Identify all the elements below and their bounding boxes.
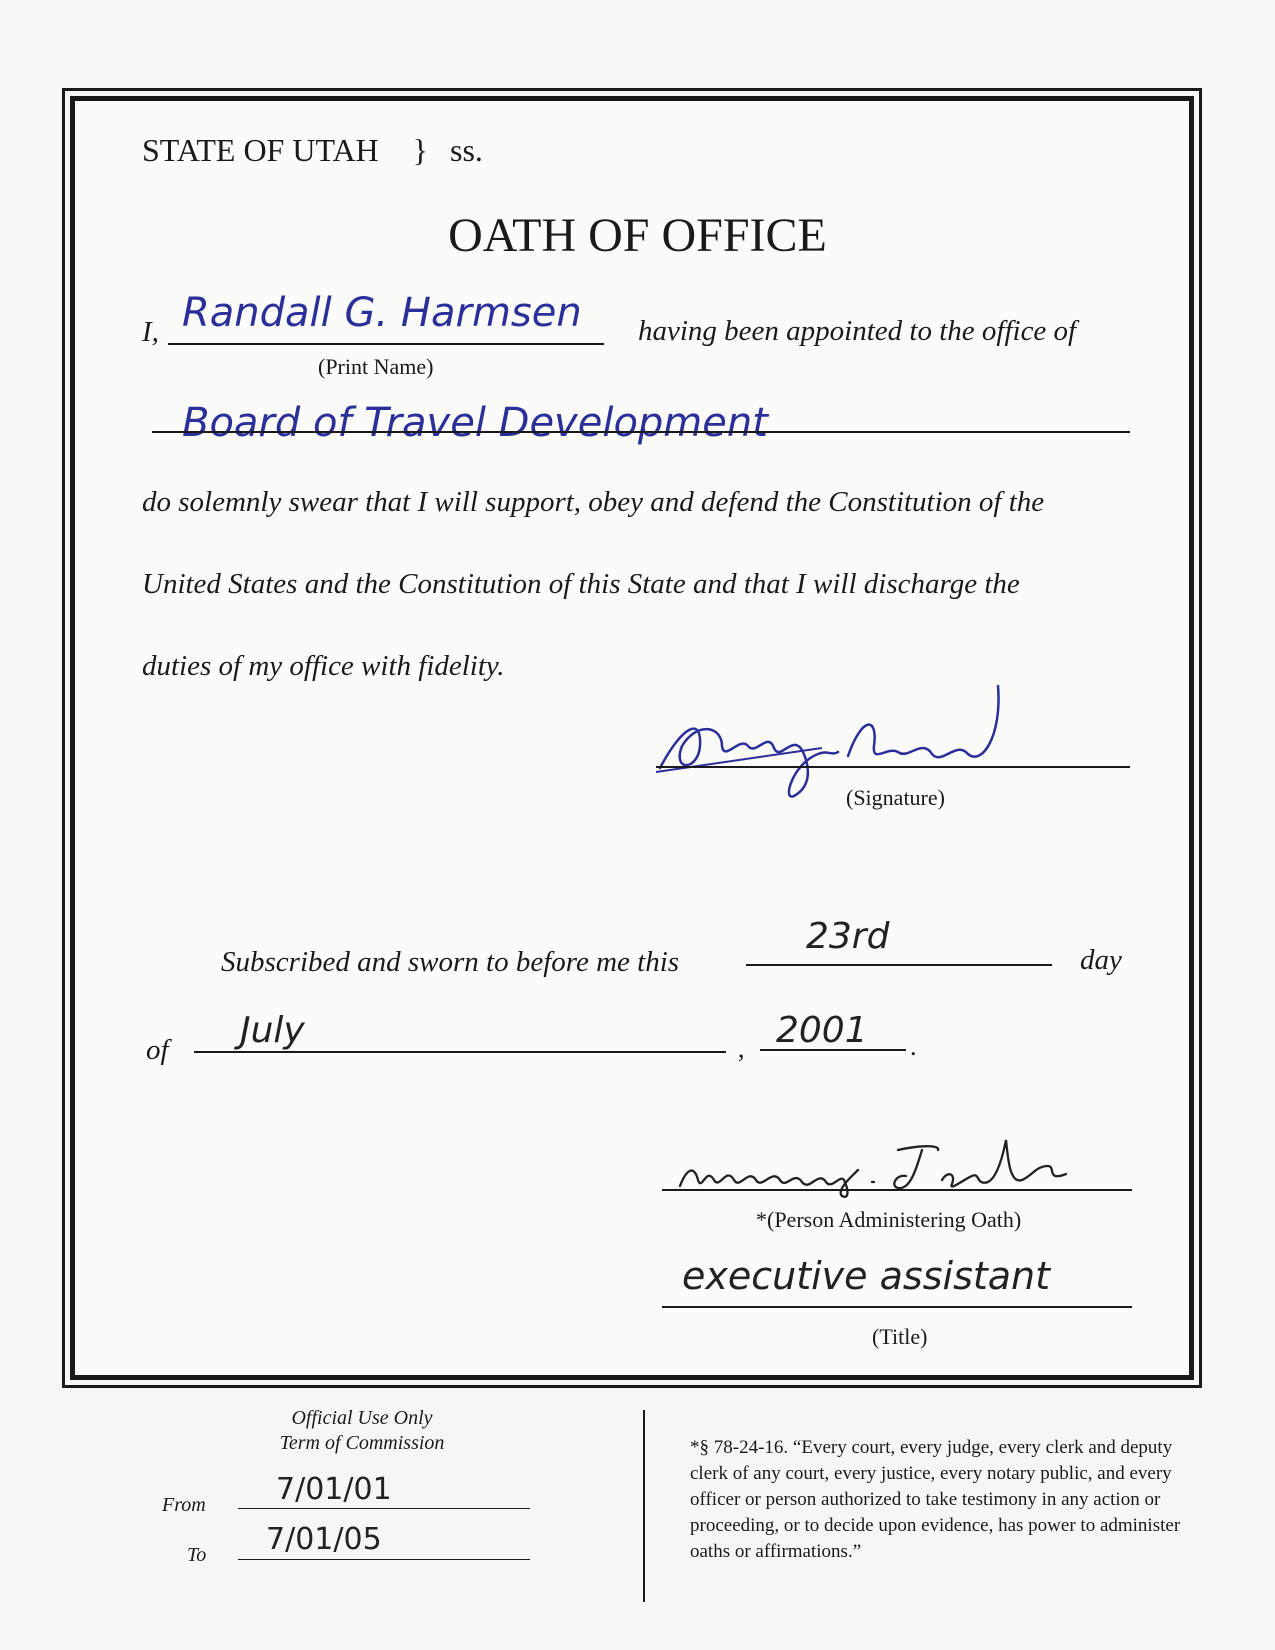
office-line bbox=[152, 431, 1130, 433]
ss-label: ss. bbox=[450, 132, 483, 168]
period: . bbox=[910, 1032, 917, 1061]
footer-divider bbox=[643, 1410, 645, 1602]
handwritten-name: Randall G. Harmsen bbox=[182, 290, 582, 336]
handwritten-month: July bbox=[240, 1010, 305, 1051]
handwritten-office: Board of Travel Development bbox=[182, 400, 768, 446]
print-name-label: (Print Name) bbox=[318, 354, 434, 379]
state-heading bbox=[142, 132, 483, 169]
handwritten-title: executive assistant bbox=[682, 1254, 1051, 1298]
signature-label: (Signature) bbox=[846, 785, 945, 810]
subscribed-text: Subscribed and sworn to before me this bbox=[221, 946, 680, 978]
appointed-text: having been appointed to the office of bbox=[638, 315, 1077, 347]
oath-line-1: do solemnly swear that I will support, obey and defend the Constitution of the bbox=[142, 486, 1045, 518]
from-label: From bbox=[162, 1494, 206, 1516]
of-label: of bbox=[146, 1034, 169, 1066]
official-use-only: Official Use Only bbox=[291, 1407, 433, 1429]
title-line bbox=[662, 1306, 1132, 1308]
administrator-label: *(Person Administering Oath) bbox=[756, 1207, 1022, 1232]
comma: , bbox=[738, 1034, 745, 1063]
handwritten-day: 23rd bbox=[806, 916, 890, 957]
brace: } bbox=[412, 132, 429, 168]
to-value: 7/01/05 bbox=[266, 1522, 382, 1557]
month-line bbox=[194, 1051, 726, 1053]
oath-line-3: duties of my office with fidelity. bbox=[142, 650, 505, 682]
from-line bbox=[238, 1508, 530, 1509]
official-use-heading bbox=[264, 1406, 460, 1456]
year-line bbox=[760, 1049, 906, 1051]
term-of-commission: Term of Commission bbox=[279, 1432, 445, 1454]
day-line bbox=[746, 964, 1052, 966]
page-title: OATH OF OFFICE bbox=[448, 209, 827, 262]
name-line bbox=[168, 343, 604, 345]
administrator-line bbox=[662, 1189, 1132, 1191]
signature-line bbox=[656, 766, 1130, 768]
state-name: STATE OF UTAH bbox=[142, 132, 379, 168]
signature-image bbox=[652, 676, 1032, 806]
to-label: To bbox=[187, 1544, 207, 1566]
handwritten-year: 2001 bbox=[776, 1010, 868, 1051]
title-label: (Title) bbox=[872, 1324, 928, 1349]
to-line bbox=[238, 1559, 530, 1560]
from-value: 7/01/01 bbox=[276, 1472, 392, 1507]
oath-prefix: I, bbox=[142, 316, 159, 348]
statute-text: *§ 78-24-16. “Every court, every judge, every clerk and deputy clerk of any court, every justice, every notary public, and every officer or person authorized to take testimony in any action or proceeding, or to decide upon evidence, has power to administer oaths or affirmations.” bbox=[690, 1437, 1181, 1562]
oath-line-2: United States and the Constitution of this State and that I will discharge the bbox=[142, 568, 1020, 600]
day-label: day bbox=[1080, 944, 1122, 976]
